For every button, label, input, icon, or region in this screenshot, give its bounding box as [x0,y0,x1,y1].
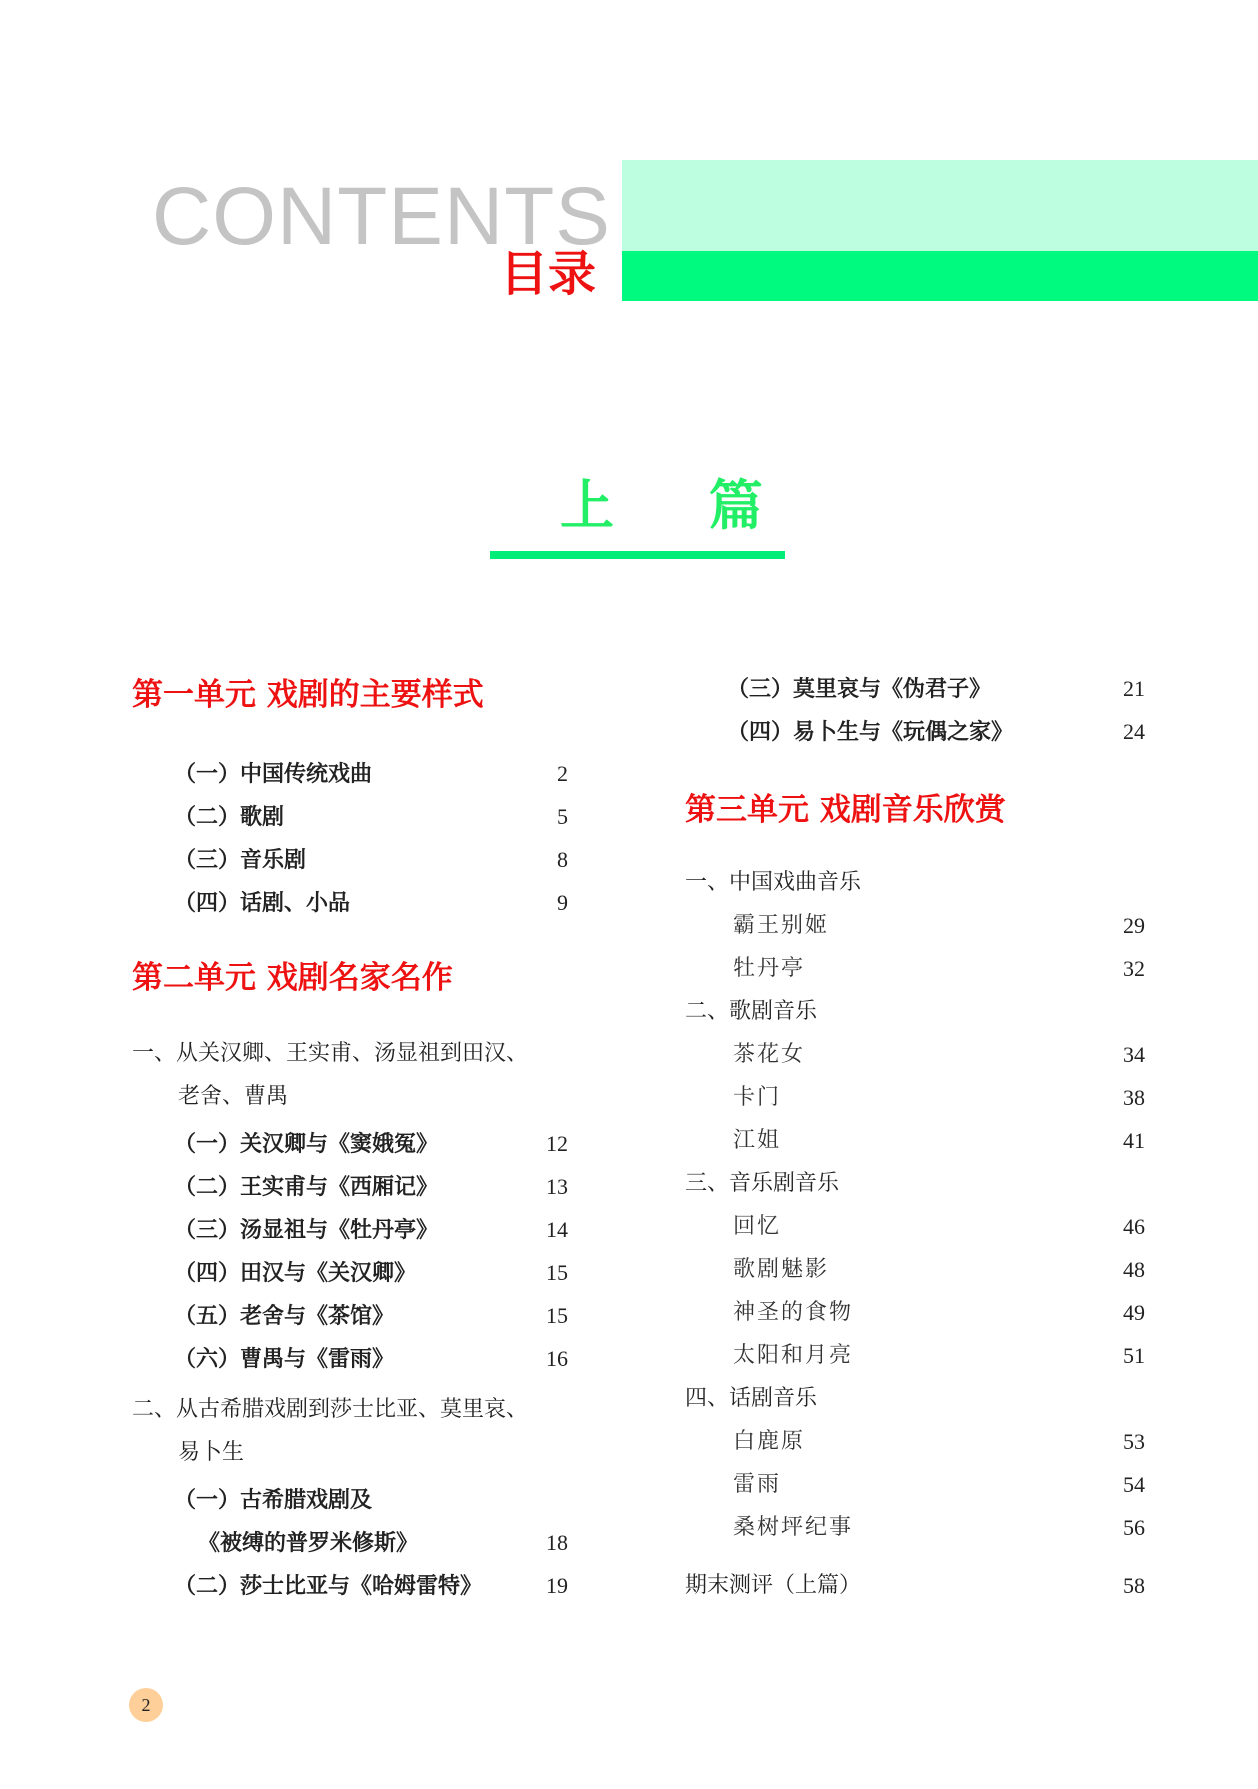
toc-entry-label: （六）曹禺与《雷雨》 [174,1346,395,1372]
song-entry-label: 江姐 [733,1128,782,1153]
toc-entry[interactable] [132,888,568,918]
contents-heading: CONTENTS [152,171,611,262]
toc-entry-label: （二）王实甫与《西厢记》 [174,1174,439,1200]
section-heading-continued [132,1082,568,1112]
toc-entry[interactable] [132,1344,568,1374]
toc-entry[interactable] [132,1571,568,1601]
song-entry-label: 回忆 [733,1214,782,1239]
song-entry-page: 53 [1123,1429,1145,1454]
toc-entry-page: 15 [546,1260,568,1285]
toc-entry-page: 5 [557,804,568,829]
part-title: 上 篇 [560,473,801,537]
section-heading-continued [132,1438,568,1468]
toc-entry-page: 9 [557,890,568,915]
section-heading[interactable] [685,1169,1145,1199]
toc-entry-page: 18 [546,1530,568,1555]
toc-entry-page: 15 [546,1303,568,1328]
toc-entry-page: 21 [1123,676,1145,701]
section-heading-label: 二、歌剧音乐 [685,999,818,1024]
song-entry-page: 49 [1123,1300,1145,1325]
song-entry[interactable] [685,1341,1145,1371]
song-entry-page: 38 [1123,1085,1145,1110]
toc-entry-label: （四）易卜生与《玩偶之家》 [727,719,1014,745]
song-entry-label: 雷雨 [733,1472,782,1497]
toc-entry[interactable] [132,1485,568,1515]
song-entry[interactable] [685,1298,1145,1328]
final-exam-entry[interactable] [685,1571,1145,1601]
song-entry[interactable] [685,1513,1145,1543]
toc-entry-label: （一）关汉卿与《窦娥冤》 [174,1131,439,1157]
toc-entry-continued[interactable] [132,1528,568,1558]
song-entry-label: 歌剧魅影 [733,1257,830,1282]
section-heading-line2: 老舍、曹禺 [178,1084,289,1109]
final-exam-label: 期末测评（上篇） [685,1573,862,1598]
page-number-badge: 2 [129,1688,163,1722]
song-entry-page: 56 [1123,1515,1145,1540]
toc-entry-label: （二）歌剧 [174,804,285,830]
unit-2-title[interactable]: 第二单元 戏剧名家名作 [132,960,453,996]
toc-entry-page: 24 [1123,719,1145,744]
toc-entry[interactable] [132,1172,568,1202]
song-entry-page: 29 [1123,913,1145,938]
toc-entry[interactable] [132,1129,568,1159]
song-entry-label: 茶花女 [733,1042,806,1067]
toc-entry-label: （一）古希腊戏剧及 [174,1487,373,1513]
section-heading[interactable] [685,1384,1145,1414]
song-entry[interactable] [685,911,1145,941]
toc-entry-label: （四）话剧、小品 [174,890,351,916]
section-heading-line2: 易卜生 [178,1440,245,1465]
toc-entry[interactable] [132,759,568,789]
section-heading-line1: 二、从古希腊戏剧到莎士比亚、莫里哀、 [132,1397,529,1422]
song-entry-page: 34 [1123,1042,1145,1067]
toc-entry-label: （五）老舍与《茶馆》 [174,1303,395,1329]
song-entry-label: 桑树坪纪事 [733,1515,854,1540]
toc-entry-label: （一）中国传统戏曲 [174,761,373,787]
toc-entry[interactable] [132,1301,568,1331]
song-entry[interactable] [685,1255,1145,1285]
song-entry[interactable] [685,1083,1145,1113]
song-entry-page: 46 [1123,1214,1145,1239]
toc-entry-label: （二）莎士比亚与《哈姆雷特》 [174,1573,483,1599]
toc-entry-label: （三）莫里哀与《伪君子》 [727,676,992,702]
toc-entry-page: 2 [557,761,568,786]
song-entry[interactable] [685,954,1145,984]
section-heading[interactable] [132,1395,568,1425]
final-exam-page: 58 [1123,1573,1145,1598]
song-entry[interactable] [685,1126,1145,1156]
toc-entry-page: 14 [546,1217,568,1242]
toc-entry-page: 13 [546,1174,568,1199]
section-heading-label: 三、音乐剧音乐 [685,1171,840,1196]
toc-entry-page: 19 [546,1573,568,1598]
unit-3-title[interactable]: 第三单元 戏剧音乐欣赏 [685,792,1006,828]
song-entry-label: 卡门 [733,1085,782,1110]
section-heading-label: 一、中国戏曲音乐 [685,870,862,895]
toc-entry[interactable] [132,802,568,832]
toc-entry[interactable] [685,717,1145,747]
section-heading-line1: 一、从关汉卿、王实甫、汤显祖到田汉、 [132,1041,529,1066]
section-heading[interactable] [132,1039,568,1069]
song-entry-page: 32 [1123,956,1145,981]
toc-entry-label: 《被缚的普罗米修斯》 [198,1530,419,1556]
song-entry[interactable] [685,1470,1145,1500]
song-entry-page: 41 [1123,1128,1145,1153]
toc-entry[interactable] [132,1215,568,1245]
song-entry[interactable] [685,1427,1145,1457]
toc-entry-page: 12 [546,1131,568,1156]
toc-entry-page: 16 [546,1346,568,1371]
header-band-light [622,160,1258,251]
toc-entry-page: 8 [557,847,568,872]
toc-entry[interactable] [132,845,568,875]
toc-entry-label: （四）田汉与《关汉卿》 [174,1260,417,1286]
toc-entry-label: （三）音乐剧 [174,847,307,873]
song-entry-label: 白鹿原 [733,1429,806,1454]
song-entry-label: 牡丹亭 [733,956,806,981]
song-entry-label: 太阳和月亮 [733,1343,854,1368]
section-heading[interactable] [685,997,1145,1027]
section-heading[interactable] [685,868,1145,898]
toc-entry[interactable] [132,1258,568,1288]
song-entry-page: 48 [1123,1257,1145,1282]
unit-1-title[interactable]: 第一单元 戏剧的主要样式 [132,677,484,713]
song-entry-label: 神圣的食物 [733,1300,854,1325]
toc-entry[interactable] [685,674,1145,704]
song-entry[interactable] [685,1040,1145,1070]
section-heading-label: 四、话剧音乐 [685,1386,818,1411]
song-entry-page: 54 [1123,1472,1145,1497]
mulu-heading: 目录 [500,246,597,302]
toc-entry-label: （三）汤显祖与《牡丹亭》 [174,1217,439,1243]
part-title-underline [490,551,785,559]
song-entry[interactable] [685,1212,1145,1242]
song-entry-label: 霸王别姬 [733,913,830,938]
song-entry-page: 51 [1123,1343,1145,1368]
header-band-dark [622,251,1258,301]
